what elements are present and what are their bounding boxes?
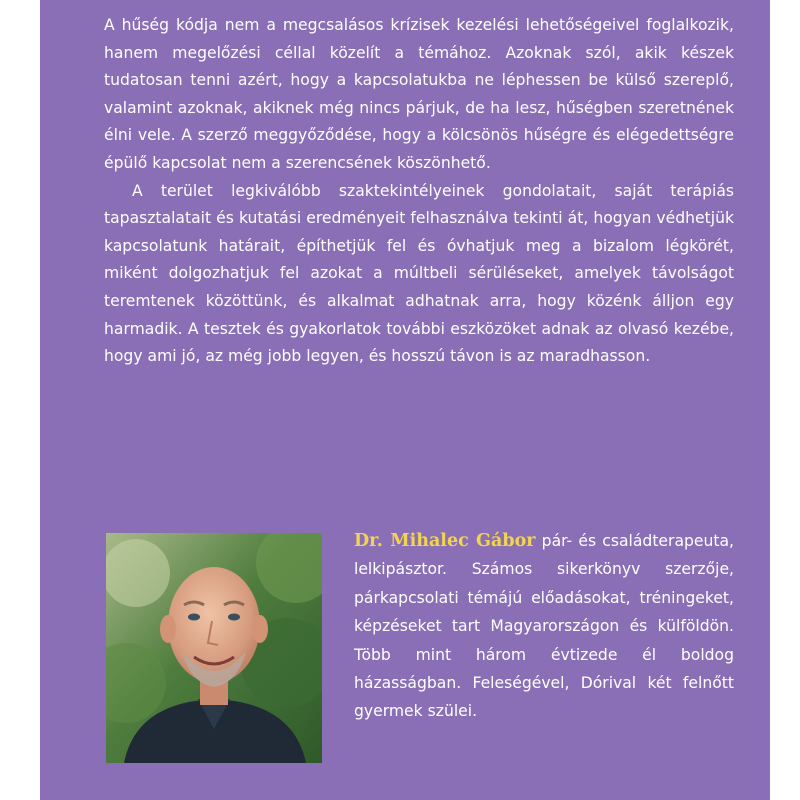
back-cover <box>40 0 770 800</box>
author-bio <box>354 527 734 726</box>
author-bio-text: pár- és családterapeuta, lelkipásztor. Számos sikerkönyv szerzője, párkapcsolati témájú előadásokat, tréningeket, képzéseket tart Magyarországon és külföldön. Több mint három évtizede él boldog házasságban. Feleségével, Dórival két felnőtt gyermek szülei. <box>354 532 734 721</box>
blurb-paragraph-1: A hűség kódja nem a megcsalásos krízisek kezelési lehetőségeivel foglalkozik, hanem megelőzési céllal közelít a témához. Azoknak szól, akik készek tudatosan tenni azért, hogy a kapcsolatukba ne léphessen be külső szereplő, valamint azoknak, akiknek még nincs párjuk, de ha lesz, hűségben szeretnének élni vele. A szerző meggyőződése, hogy a kölcsönös hűségre és elégedettségre épülő kapcsolat nem a szerencsének köszönhető. <box>104 16 734 172</box>
blurb-paragraph-2: A terület legkiválóbb szaktekintélyeinek gondolatait, saját terápiás tapasztalatait és kutatási eredményeit felhasználva tekinti át, hogyan védhetjük kapcsolatunk határait, építhetjük fel és óvhatjuk meg a bizalom légkörét, miként dolgozhatjuk fel azokat a múltbeli sérüléseket, amelyek távolságot teremtenek közöttünk, és alkalmat adhatnak arra, hogy közénk álljon egy harmadik. A tesztek és gyakorlatok további eszközöket adnak az olvasó kezébe, hogy ami jó, az még jobb legyen, és hosszú távon is az maradhasson. <box>104 181 734 366</box>
book-blurb <box>104 12 734 371</box>
author-photo <box>106 533 322 763</box>
author-name: Dr. Mihalec Gábor <box>354 531 536 551</box>
